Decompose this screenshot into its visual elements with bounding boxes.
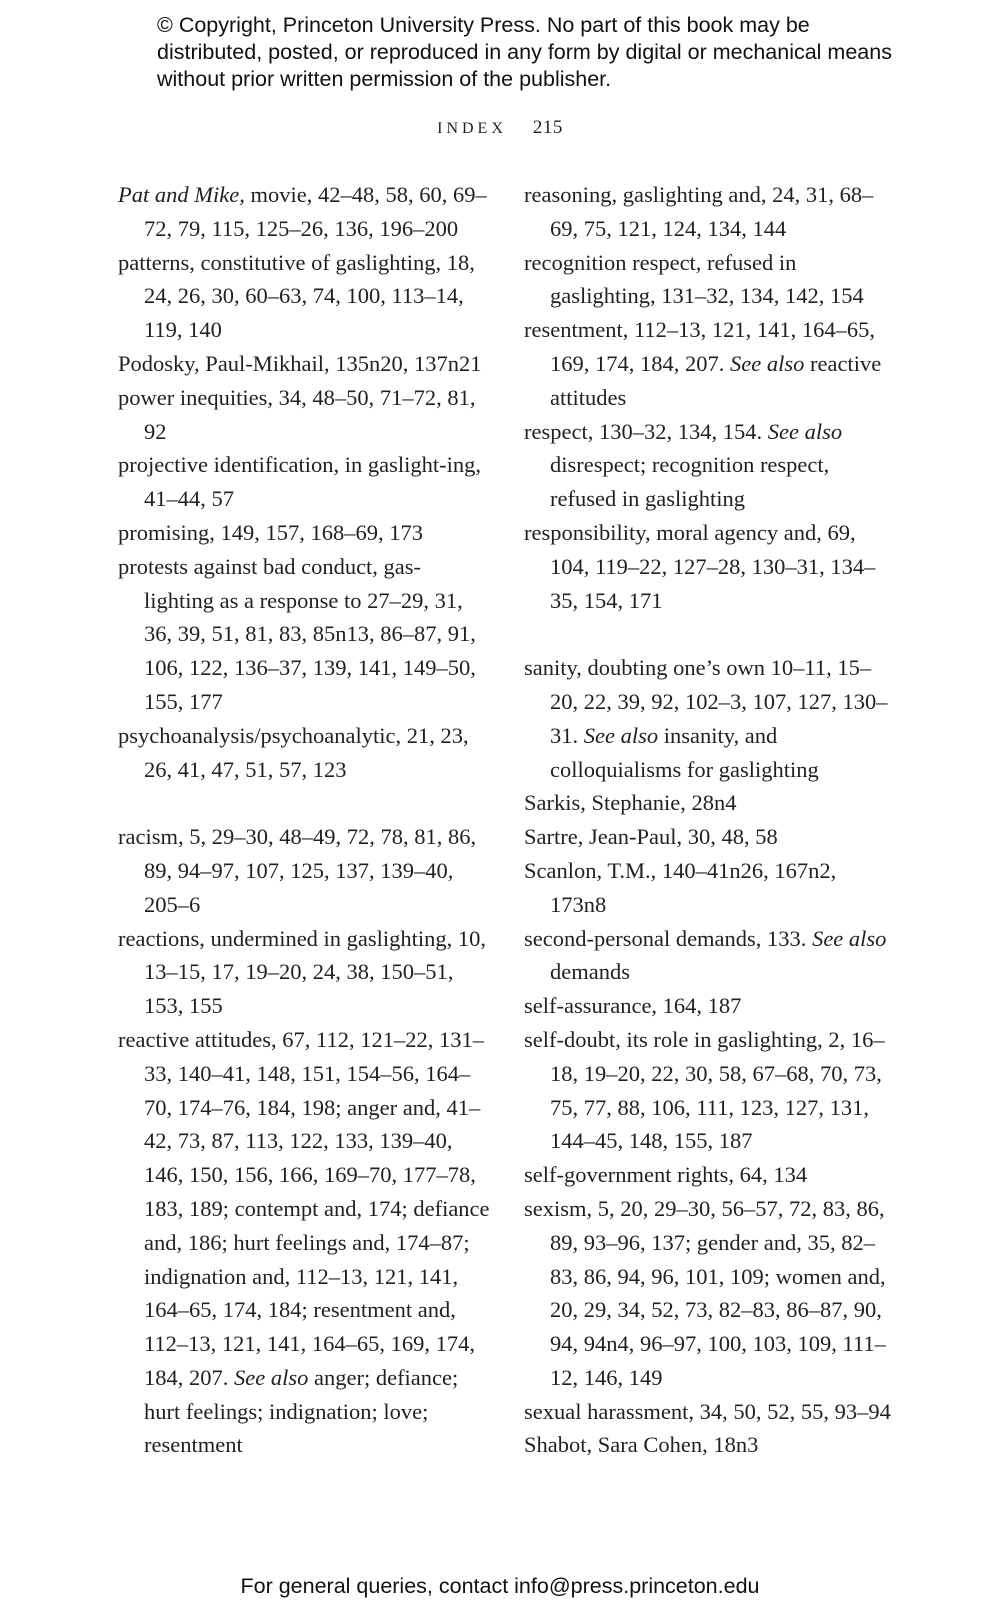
index-entry [524, 246, 896, 314]
index-entry [118, 550, 490, 719]
entry-text: Scanlon, T.M., 140–41n26, 167n2, 173n8 [524, 857, 837, 917]
running-head-label: INDEX [437, 120, 507, 137]
entry-text: Sartre, Jean-Paul, 30, 48, 58 [524, 824, 778, 850]
contact-footer: For general queries, contact info@press.princeton.edu [240, 1574, 760, 1598]
index-column-left [118, 178, 490, 1462]
index-entry [524, 1428, 896, 1462]
entry-text: power inequities, 34, 48–50, 71–72, 81, 92 [118, 384, 476, 444]
index-entry [118, 178, 490, 246]
index-entry [118, 516, 490, 550]
entry-text: Sarkis, Stephanie, 28n4 [524, 790, 737, 816]
page-number: 215 [532, 117, 563, 138]
index-entry [524, 989, 896, 1023]
entry-text: sexual harassment, 34, 50, 52, 55, 93–94 [524, 1398, 891, 1424]
entry-text: responsibility, moral agency and, 69, 104, 119–22, 127–28, 130–31, 134–35, 154, 171 [524, 519, 876, 613]
index-entry [524, 1395, 896, 1429]
index-entry [524, 854, 896, 922]
index-column-right [524, 178, 896, 1462]
see-also-targets: anger; defiance; hurt feelings; indignation; love; resentment [144, 1364, 459, 1458]
entry-text: Podosky, Paul-Mikhail, 135n20, 137n21 [118, 350, 482, 376]
index-entry [524, 786, 896, 820]
copyright-notice: © Copyright, Princeton University Press. No part of this book may be distributed, posted, or reproduced in any form by digital or mechanical means without prior written permission of the publisher. [157, 13, 892, 91]
entry-text: self-government rights, 64, 134 [524, 1162, 808, 1188]
see-also-label: See also [812, 925, 887, 951]
see-also-label: See also [583, 722, 659, 748]
index-entry [118, 719, 490, 787]
letter-group-gap [118, 786, 490, 820]
entry-text: sexism, 5, 20, 29–30, 56–57, 72, 83, 86, 89, 93–96, 137; gender and, 35, 82–83, 86, 94, 96, 101, 109; women and, 20, 29, 34, 52, 73, 82–83, 86–87, 90, 94, 94n4, 96–97, 100, 103, 109, 111–12, 146, 149 [524, 1195, 886, 1390]
index-entry [524, 415, 896, 516]
see-also-targets: reactive attitudes [550, 350, 882, 410]
entry-text: recognition respect, refused in gaslighting, 131–32, 134, 142, 154 [524, 249, 864, 309]
index-entry [118, 381, 490, 449]
see-also-label: See also [730, 350, 805, 376]
see-also-label: See also [234, 1364, 309, 1390]
entry-text: patterns, constitutive of gaslighting, 18, 24, 26, 30, 60–63, 74, 100, 113–14, 119, 140 [118, 249, 475, 343]
entry-text: reasoning, gaslighting and, 24, 31, 68–69, 75, 121, 124, 134, 144 [524, 182, 874, 241]
entry-text: movie, 42–48, 58, 60, 69–72, 79, 115, 125–26, 136, 196–200 [144, 182, 487, 241]
see-also-targets: disrespect; recognition respect, refused in gaslighting [550, 452, 830, 512]
index-entry [524, 1192, 896, 1395]
entry-title-italic: Pat and Mike, [118, 182, 245, 207]
index-entry [524, 313, 896, 414]
index-entry [118, 922, 490, 1023]
entry-text: racism, 5, 29–30, 48–49, 72, 78, 81, 86, 89, 94–97, 107, 125, 137, 139–40, 205–6 [118, 824, 477, 917]
index-entry [524, 1158, 896, 1192]
index-entry [118, 1023, 490, 1462]
index-entry [524, 651, 896, 786]
entry-text: reactions, undermined in gaslighting, 10, 13–15, 17, 19–20, 24, 38, 150–51, 153, 155 [118, 925, 487, 1019]
entry-text: protests against bad conduct, gas-lighting as a response to 27–29, 31, 36, 39, 51, 81, 83, 85n13, 86–87, 91, 106, 122, 136–37, 139, 141, 149–50, 155, 177 [118, 553, 476, 714]
index-entry [118, 448, 490, 516]
index-entry [118, 347, 490, 381]
entry-text: promising, 149, 157, 168–69, 173 [118, 519, 424, 545]
index-entry [524, 516, 896, 617]
index-entry [118, 820, 490, 921]
entry-text: second-personal demands, 133. [524, 925, 807, 951]
see-also-targets: insanity, and colloquialisms for gaslighting [550, 722, 819, 782]
entry-text: respect, 130–32, 134, 154. [524, 418, 763, 444]
entry-text: reactive attitudes, 67, 112, 121–22, 131–33, 140–41, 148, 151, 154–56, 164–70, 174–76, 184, 198; anger and, 41–42, 73, 87, 113, 122, 133, 139–40, 146, 150, 156, 166, 169–70, 177–78, 183, 189; contempt and, 174; defiance and, 186; hurt feelings and, 174–87; indignation and, 112–13, 121, 141, 164–65, 174, 184; resentment and, 112–13, 121, 141, 164–65, 169, 174, 184, 207. [118, 1026, 490, 1390]
entry-text: projective identification, in gaslight-ing, 41–44, 57 [118, 452, 482, 512]
running-head [0, 117, 1000, 139]
index-entry [524, 820, 896, 854]
see-also-label: See also [767, 418, 843, 444]
index-entry [524, 922, 896, 990]
entry-text: Shabot, Sara Cohen, 18n3 [524, 1432, 759, 1458]
index-entry [524, 1023, 896, 1158]
entry-text: psychoanalysis/psychoanalytic, 21, 23, 26, 41, 47, 51, 57, 123 [118, 722, 469, 782]
index-entry [118, 246, 490, 347]
entry-text: sanity, doubting one’s own 10–11, 15–20, 22, 39, 92, 102–3, 107, 127, 130–31. [524, 655, 888, 748]
entry-text: self-doubt, its role in gaslighting, 2, 16–18, 19–20, 22, 30, 58, 67–68, 70, 73, 75, 77, 88, 106, 111, 123, 127, 131, 144–45, 148, 155, 187 [524, 1026, 885, 1154]
entry-text: self-assurance, 164, 187 [524, 993, 742, 1019]
see-also-targets: demands [550, 959, 630, 985]
entry-text: resentment, 112–13, 121, 141, 164–65, 169, 174, 184, 207. [524, 317, 876, 376]
index-entry [524, 178, 896, 246]
letter-group-gap [524, 617, 896, 651]
